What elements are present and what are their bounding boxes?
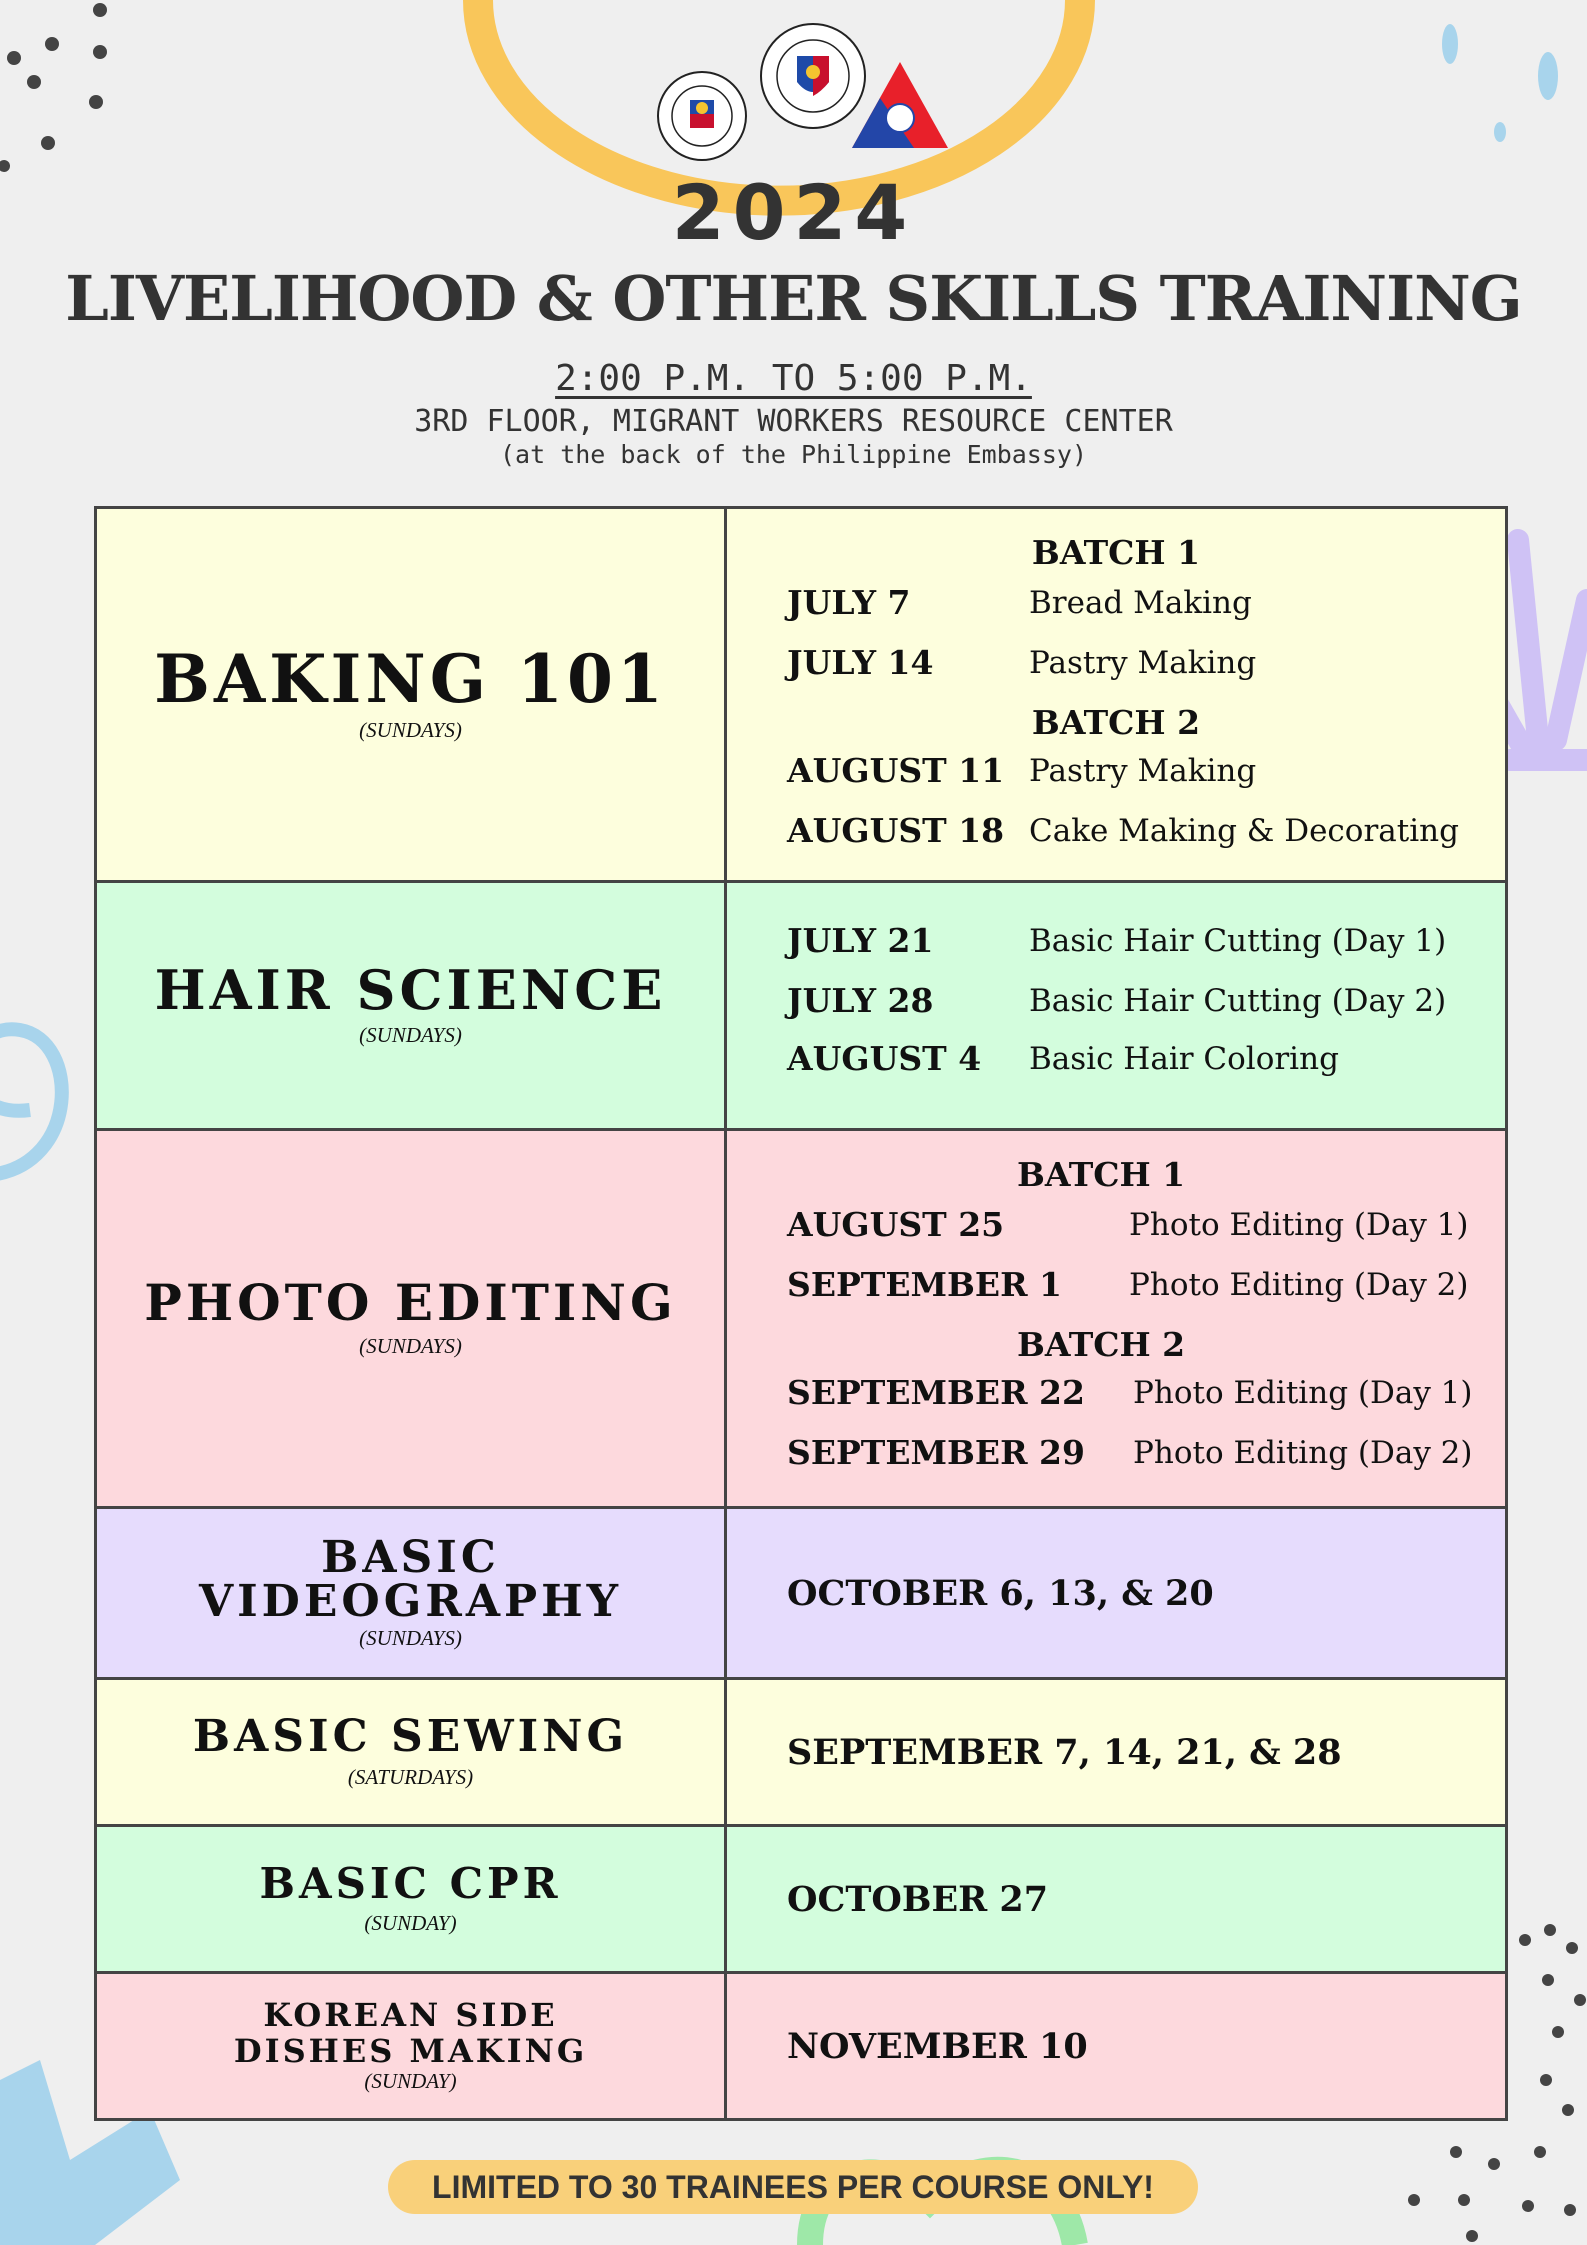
session-topic: Photo Editing (Day 2) <box>1129 1267 1469 1303</box>
session-date: SEPTEMBER 29 <box>787 1433 1085 1472</box>
course-day: (SUNDAYS) <box>359 1625 462 1650</box>
table-row-hair-science <box>97 883 1505 1131</box>
session-date: AUGUST 18 <box>787 811 1005 850</box>
session-dates: OCTOBER 6, 13, & 20 <box>787 1572 1214 1614</box>
dmw-seal-logo <box>658 72 746 160</box>
venue-note: (at the back of the Philippine Embassy) <box>500 440 1087 469</box>
session-topic: Photo Editing (Day 2) <box>1133 1435 1473 1471</box>
course-day: (SUNDAYS) <box>359 1334 462 1358</box>
session-date: AUGUST 4 <box>787 1039 982 1078</box>
batch-label: BATCH 1 <box>1031 533 1201 572</box>
session-dates: NOVEMBER 10 <box>787 2025 1088 2067</box>
year-heading: 2024 <box>671 168 916 257</box>
course-day: (SUNDAYS) <box>359 718 462 742</box>
schedule-cell-sewing <box>727 1680 1505 1824</box>
session-topic: Basic Hair Coloring <box>1029 1041 1339 1077</box>
session-topic: Pastry Making <box>1029 753 1257 789</box>
session-topic: Basic Hair Cutting (Day 2) <box>1029 983 1447 1019</box>
session-topic: Photo Editing (Day 1) <box>1133 1375 1473 1411</box>
session-dates: SEPTEMBER 7, 14, 21, & 28 <box>787 1731 1342 1773</box>
course-name: BASIC CPR <box>259 1858 562 1908</box>
table-row-baking <box>97 509 1505 883</box>
course-name: PHOTO EDITING <box>144 1273 677 1332</box>
schedule-cell-photo-editing <box>727 1131 1505 1506</box>
batch-label: BATCH 2 <box>1017 1325 1186 1364</box>
session-date: AUGUST 11 <box>787 751 1005 790</box>
table-row-photo-editing <box>97 1131 1505 1509</box>
course-cell-korean-side-dishes <box>97 1974 727 2118</box>
logo-seals <box>655 18 955 168</box>
course-name-line1: BASIC <box>321 1531 500 1583</box>
session-date: JULY 28 <box>787 981 934 1020</box>
course-cell-hair-science <box>97 883 727 1128</box>
course-name: HAIR SCIENCE <box>154 958 667 1022</box>
course-day: (SATURDAYS) <box>347 1764 474 1789</box>
session-date: AUGUST 25 <box>787 1205 1005 1244</box>
logo-group <box>655 18 955 168</box>
blue-drops-decoration <box>1442 24 1558 142</box>
batch-label: BATCH 1 <box>1017 1155 1186 1194</box>
venue-text: 3RD FLOOR, MIGRANT WORKERS RESOURCE CENTER <box>414 404 1173 439</box>
page-title: LIVELIHOOD & OTHER SKILLS TRAINING <box>65 262 1522 335</box>
session-date: JULY 21 <box>787 921 934 960</box>
blue-loop-decoration <box>0 1029 62 1175</box>
schedule-cell-baking <box>727 509 1505 880</box>
batch-label: BATCH 2 <box>1031 703 1201 742</box>
embassy-seal-logo <box>761 24 865 128</box>
course-name-line2: VIDEOGRAPHY <box>198 1575 623 1627</box>
course-day: (SUNDAYS) <box>359 1023 462 1047</box>
session-dates: OCTOBER 27 <box>787 1878 1049 1920</box>
course-cell-videography <box>97 1509 727 1677</box>
schedule-cell-korean-side-dishes <box>727 1974 1505 2118</box>
course-name: BAKING 101 <box>154 640 667 718</box>
table-row-cpr <box>97 1827 1505 1974</box>
session-date: SEPTEMBER 1 <box>787 1265 1062 1304</box>
course-name: BASIC SEWING <box>192 1710 629 1762</box>
course-name-line1: KOREAN SIDE <box>263 1995 558 2034</box>
schedule-cell-hair-science <box>727 883 1505 1128</box>
session-topic: Cake Making & Decorating <box>1029 813 1459 849</box>
session-topic: Bread Making <box>1029 585 1252 621</box>
schedule-table <box>94 506 1508 2121</box>
course-day: (SUNDAY) <box>364 1910 457 1935</box>
owwa-triangle-logo <box>852 62 948 148</box>
session-topic: Photo Editing (Day 1) <box>1129 1207 1469 1243</box>
session-date: JULY 7 <box>787 583 911 622</box>
course-cell-cpr <box>97 1827 727 1971</box>
course-cell-sewing <box>97 1680 727 1824</box>
course-cell-photo-editing <box>97 1131 727 1506</box>
table-row-sewing <box>97 1680 1505 1827</box>
session-date: JULY 14 <box>787 643 934 682</box>
training-time-text: 2:00 P.M. TO 5:00 P.M. <box>555 358 1032 399</box>
session-date: SEPTEMBER 22 <box>787 1373 1085 1412</box>
dots-top-left-decoration <box>0 3 107 172</box>
schedule-cell-videography <box>727 1509 1505 1677</box>
course-day: (SUNDAY) <box>364 2068 457 2093</box>
session-topic: Pastry Making <box>1029 645 1257 681</box>
course-cell-baking <box>97 509 727 880</box>
table-row-videography <box>97 1509 1505 1680</box>
session-topic: Basic Hair Cutting (Day 1) <box>1029 923 1447 959</box>
schedule-cell-cpr <box>727 1827 1505 1971</box>
training-time <box>0 358 1587 399</box>
table-row-korean-side-dishes <box>97 1974 1505 2118</box>
course-name-line2: DISHES MAKING <box>233 2031 588 2070</box>
trainee-limit-banner: LIMITED TO 30 TRAINEES PER COURSE ONLY! <box>388 2160 1198 2214</box>
